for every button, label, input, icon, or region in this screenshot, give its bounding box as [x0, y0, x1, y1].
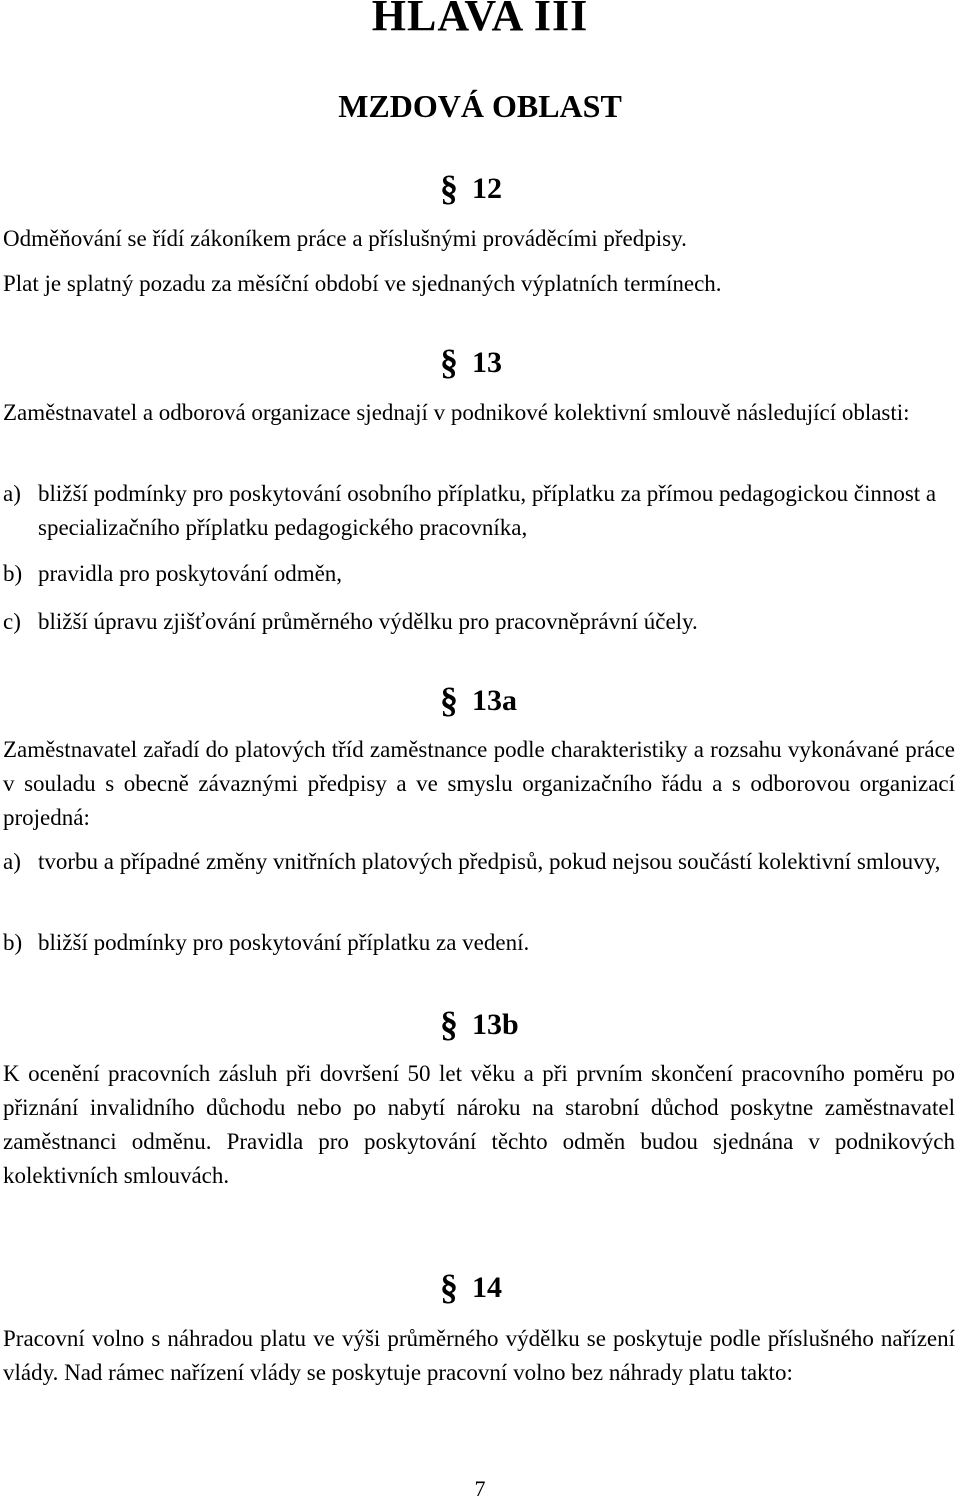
item-text: bližší podmínky pro poskytování osobního příplatku, příplatku za přímou pedagogickou činnost a specializačního příplatku pedagogického pracovníka,: [38, 481, 937, 540]
page-number: 7: [474, 1476, 486, 1501]
section-13-item-c: [3, 605, 955, 639]
section-heading-14: [440, 1267, 502, 1308]
section-13a-item-a: [3, 845, 955, 879]
item-text: bližší podmínky pro poskytování příplatku za vedení.: [38, 930, 530, 955]
section-13b-text: K ocenění pracovních zásluh při dovršení 50 let věku a při prvním skončení pracovního poměru po přiznání invalidního důchodu nebo po nabytí nároku na starobní důchod poskytne zaměstnavatel zaměstnanci odměnu. Pravidla pro poskytování těchto odměn budou sjednána v podnikových kolektivních smlouvách.: [3, 1061, 955, 1188]
section-13a-item-b: [3, 926, 955, 960]
section-sign: §: [440, 1004, 458, 1044]
item-text: pravidla pro poskytování odměn,: [38, 561, 343, 586]
item-marker: a): [3, 481, 21, 506]
section-14-text: Pracovní volno s náhradou platu ve výši průměrného výdělku se poskytuje podle příslušného nařízení vlády. Nad rámec nařízení vlády se poskytuje pracovní volno bez náhrady platu takto:: [3, 1326, 955, 1385]
section-13-item-a: [3, 477, 955, 545]
section-12-line-2: Plat je splatný pozadu za měsíční období ve sjednaných výplatních termínech.: [3, 271, 722, 296]
chapter-heading: HLAVA III: [371, 0, 589, 40]
section-heading-13a: [440, 680, 517, 721]
item-marker: b): [3, 930, 23, 955]
section-heading-12: [440, 168, 502, 209]
item-marker: a): [3, 849, 21, 874]
item-text: tvorbu a případné změny vnitřních platových předpisů, pokud nejsou součástí kolektivní smlouvy,: [38, 849, 941, 874]
section-sign: §: [440, 342, 458, 382]
section-number: 13: [472, 346, 502, 379]
section-13a-intro: Zaměstnavatel zařadí do platových tříd zaměstnance podle charakteristiky a rozsahu vykonávané práce v souladu s obecně závaznými předpisy a ve smyslu organizačního řádu a s odborovou organizací projedná:: [3, 737, 955, 830]
section-sign: §: [440, 680, 458, 720]
section-13-item-b: [3, 557, 955, 591]
section-sign: §: [440, 168, 458, 208]
item-marker: c): [3, 609, 21, 634]
section-heading-13b: [440, 1004, 519, 1045]
section-12-line-1: Odměňování se řídí zákoníkem práce a příslušnými prováděcími předpisy.: [3, 226, 687, 251]
section-sign: §: [440, 1267, 458, 1307]
section-number: 13a: [472, 684, 517, 717]
section-number: 13b: [472, 1008, 519, 1041]
section-heading-13: [440, 342, 502, 383]
item-text: bližší úpravu zjišťování průměrného výdělku pro pracovněprávní účely.: [38, 609, 698, 634]
section-13-intro: Zaměstnavatel a odborová organizace sjednají v podnikové kolektivní smlouvě následující oblasti:: [3, 400, 910, 425]
chapter-title: MZDOVÁ OBLAST: [338, 88, 622, 124]
section-number: 14: [472, 1271, 502, 1304]
item-marker: b): [3, 561, 23, 586]
section-number: 12: [472, 172, 502, 205]
